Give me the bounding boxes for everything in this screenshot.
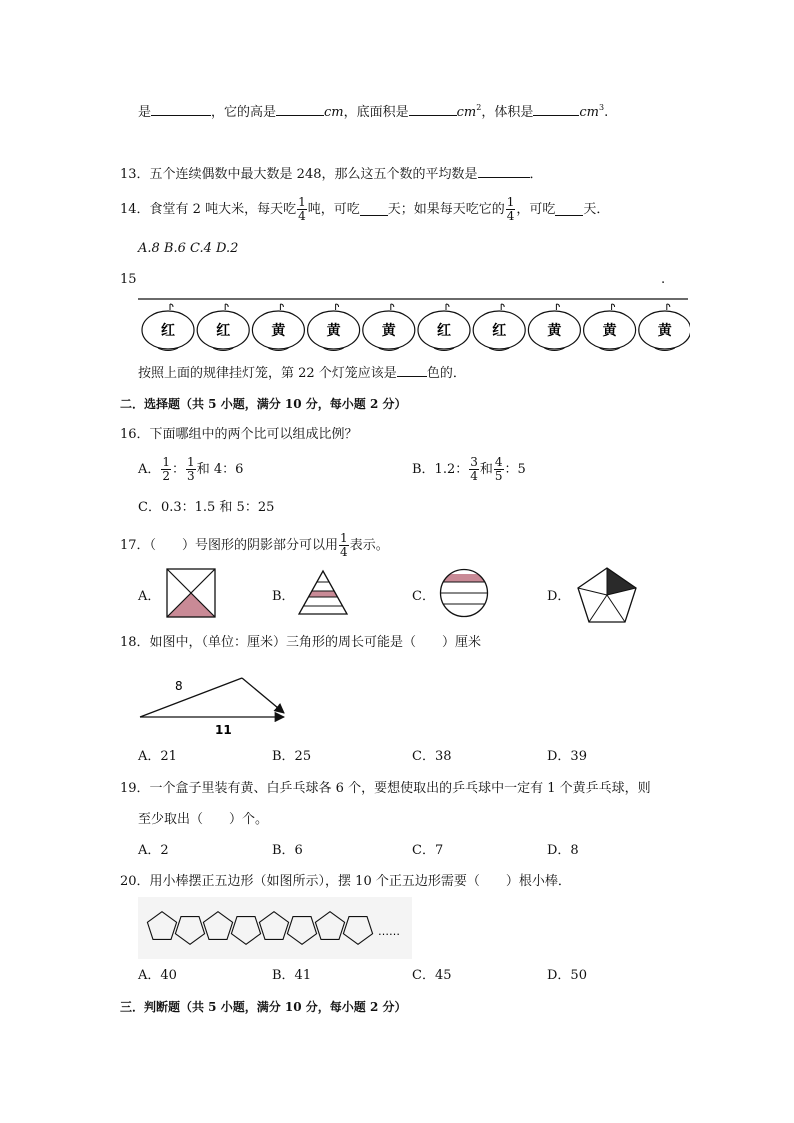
q12-blank-2: [276, 103, 324, 116]
lantern-label: 黄: [326, 323, 341, 339]
q20-option-a[interactable]: A．40: [138, 968, 177, 983]
section2-title: 二．选择题（共 5 小题，满分 10 分，每小题 2 分）: [120, 397, 407, 411]
lantern: [584, 304, 636, 351]
q15-text-2: 色的．: [426, 366, 466, 381]
q19-line1: 19．一个盒子里装有黄、白乒乓球各 6 个，要想使取出的乒乓球中一定有 1 个黄乒乓球，则: [120, 781, 651, 796]
lantern-label: 黄: [271, 323, 286, 339]
q13-end: ．: [529, 167, 543, 182]
q20-option-d[interactable]: D．50: [547, 968, 587, 983]
q14-fraction-1: [297, 196, 307, 223]
q16-b-tail: ：5: [504, 461, 526, 477]
q17-text-1: 17．（ ）号图形的阴影部分可以用: [120, 537, 339, 553]
pentagon: [343, 917, 372, 945]
q16-a-colon: ：: [172, 461, 186, 477]
q16-option-a[interactable]: [138, 456, 243, 483]
q16-a-frac2-den: 3: [187, 469, 195, 483]
q15-dot: .: [661, 272, 666, 287]
lantern-label: 红: [492, 323, 507, 339]
pentagon: [287, 917, 316, 945]
q20-pentagon-chain: [138, 897, 412, 959]
lantern-group: [142, 304, 690, 351]
q17-stem: [120, 532, 389, 559]
q14-fraction-2: [506, 196, 516, 223]
lantern-label: 红: [216, 323, 231, 339]
pentagon: [231, 917, 260, 945]
pentagon: [315, 912, 344, 940]
q14-options: A.8 B.6 C.4 D.2: [138, 241, 239, 256]
q17-circle-figure: [439, 568, 489, 618]
q12-unit-cm3: cm: [579, 105, 599, 120]
q18-option-d[interactable]: D．39: [547, 749, 587, 764]
q14-line: [120, 196, 609, 223]
q16-a-frac2: [186, 456, 196, 483]
q18-option-a[interactable]: A．21: [138, 749, 177, 764]
q14-frac1-den: 4: [298, 209, 306, 223]
q19-line2: 至少取出（ ）个。: [138, 812, 269, 827]
pentagon: [259, 912, 288, 940]
lantern-figure: [138, 294, 690, 358]
q16-b-frac1-den: 4: [470, 469, 478, 483]
q12-sup3: 3: [598, 103, 605, 112]
q12-text-3: ，底面积是: [343, 105, 409, 120]
q15-number: 15: [120, 272, 137, 287]
q17-text-2: 表示。: [349, 537, 389, 553]
q16-option-c[interactable]: C．0.3：1.5 和 5：25: [138, 500, 275, 515]
q12-text-2: ，它的高是: [211, 105, 277, 120]
pentagon: [203, 912, 232, 940]
q20-ellipsis: ……: [378, 925, 400, 938]
q12-blank-1: [151, 103, 211, 116]
lantern: [142, 304, 194, 351]
q12-text-5: .: [604, 105, 609, 120]
q16-b-frac2: [494, 456, 504, 483]
q12-sup2: 2: [476, 103, 482, 112]
lantern-label: 黄: [602, 323, 617, 339]
lantern: [197, 304, 249, 351]
lantern: [308, 304, 360, 351]
q12-blank-3: [409, 103, 457, 116]
q17-label-b[interactable]: B．: [272, 589, 295, 604]
q14-text-1: 14．食堂有 2 吨大米，每天吃: [120, 201, 297, 217]
q16-b-frac1-num: 3: [470, 455, 478, 469]
q16-b-frac2-den: 5: [494, 469, 503, 483]
lantern-label: 黄: [657, 323, 672, 339]
q12-text-1: 是: [138, 105, 152, 120]
q17-triangle-figure: [297, 568, 349, 616]
q13-text: 13．五个连续偶数中最大数是 248，那么这五个数的平均数是: [120, 167, 478, 182]
pentagon: [147, 912, 176, 940]
q17-label-c[interactable]: C．: [412, 589, 435, 604]
pentagon: [175, 917, 204, 945]
q14-text-4: ，可吃: [516, 201, 556, 217]
q18-option-b[interactable]: B．25: [272, 749, 312, 764]
q14-text-5: 天．: [583, 201, 610, 217]
lantern: [473, 304, 525, 351]
lantern-label: 黄: [381, 323, 396, 339]
q16-b-mid: 和: [479, 461, 493, 477]
q16-a-frac2-num: 1: [187, 455, 195, 469]
q16-a-frac1-num: 1: [162, 455, 171, 469]
pentagon-group: [147, 912, 372, 945]
q17-pentagon-shade: [607, 568, 636, 595]
q16-b-frac1: [469, 456, 479, 483]
q19-option-a[interactable]: A．2: [138, 843, 169, 858]
q17-frac-num: 1: [340, 531, 348, 545]
q15-question: [138, 364, 466, 383]
q12-text-4: ，体积是: [481, 105, 534, 120]
q12-unit-cm2: cm: [456, 105, 477, 120]
lantern: [639, 304, 690, 351]
q12-line: [138, 103, 608, 122]
q18-base-label: 11: [215, 723, 232, 737]
lantern: [528, 304, 580, 351]
q19-option-c[interactable]: C．7: [412, 843, 444, 858]
q17-square-figure: [166, 568, 216, 618]
q15-text-1: 按照上面的规律挂灯笼，第 22 个灯笼应该是: [138, 366, 397, 381]
q16-a-tail: 和 4：6: [196, 461, 244, 477]
q18-triangle-figure: [138, 664, 298, 742]
q17-square-shade: [167, 593, 215, 617]
q18-stem: 18．如图中，（单位：厘米）三角形的周长可能是（ ）厘米: [120, 635, 482, 650]
lantern-label: 黄: [547, 323, 562, 339]
lantern: [418, 304, 470, 351]
q17-pentagon-figure: [574, 566, 640, 624]
q16-b-label: B．1.2：: [412, 461, 469, 477]
q18-option-c[interactable]: C．38: [412, 749, 452, 764]
q12-unit-cm: cm: [324, 105, 344, 120]
q14-text-3: 天；如果每天吃它的: [387, 201, 505, 217]
q14-frac2-num: 1: [506, 195, 515, 209]
q14-blank-1: [360, 203, 388, 216]
q17-label-d[interactable]: D．: [547, 589, 571, 604]
q17-frac-den: 4: [340, 545, 348, 559]
q20-stem: 20．用小棒摆正五边形（如图所示），摆 10 个正五边形需要（ ）根小棒．: [120, 874, 571, 889]
q14-frac2-den: 4: [506, 209, 515, 223]
q17-triangle-shade: [309, 591, 337, 597]
q17-label-a[interactable]: A．: [138, 589, 161, 604]
q16-stem: 16．下面哪组中的两个比可以组成比例？: [120, 427, 358, 442]
q15-blank: [397, 364, 427, 377]
lantern-label: 红: [161, 323, 175, 339]
lantern-label: 红: [437, 323, 451, 339]
q19-option-d[interactable]: D．8: [547, 843, 579, 858]
q14-frac1-num: 1: [298, 195, 306, 209]
q20-option-b[interactable]: B．41: [272, 968, 312, 983]
lantern: [252, 304, 304, 351]
lantern: [363, 304, 415, 351]
q12-blank-4: [533, 103, 579, 116]
q20-option-c[interactable]: C．45: [412, 968, 452, 983]
q14-blank-2: [555, 203, 583, 216]
q16-a-frac1-den: 2: [162, 469, 171, 483]
q16-b-frac2-num: 4: [494, 455, 503, 469]
q13-blank: [478, 165, 530, 178]
q19-option-b[interactable]: B．6: [272, 843, 303, 858]
q16-a-frac1: [161, 456, 171, 483]
q17-fraction: [339, 532, 349, 559]
q16-a-label: A．: [138, 461, 161, 477]
q13-line: [120, 165, 543, 184]
q18-side-label: 8: [175, 679, 183, 693]
q14-text-2: 吨，可吃: [307, 201, 360, 217]
section3-title: 三．判断题（共 5 小题，满分 10 分，每小题 2 分）: [120, 1000, 407, 1014]
q16-option-b[interactable]: [412, 456, 526, 483]
